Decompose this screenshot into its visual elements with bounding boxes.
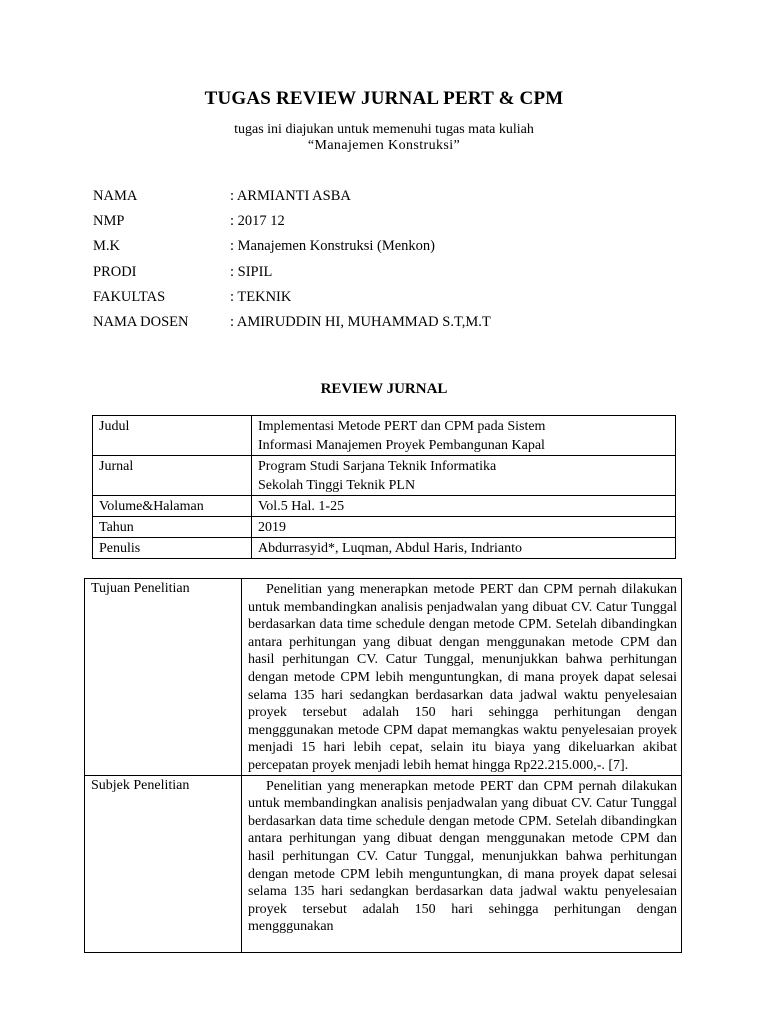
value-line: Program Studi Sarjana Teknik Informatika <box>258 459 497 474</box>
value-line: Sekolah Tinggi Teknik PLN <box>258 478 416 493</box>
table-row <box>85 579 682 776</box>
document-title: TUGAS REVIEW JURNAL PERT & CPM <box>204 88 564 109</box>
row-value: 2019 <box>252 517 676 538</box>
table-row <box>93 517 676 538</box>
identity-label: FAKULTAS <box>93 288 166 305</box>
row-label: Penulis <box>93 538 252 559</box>
identity-value: : SIPIL <box>230 263 273 280</box>
identity-value: : 2017 12 <box>230 213 285 230</box>
identity-row-prodi <box>93 262 693 287</box>
value-line: Informasi Manajemen Proyek Pembangunan Kapal <box>258 438 545 453</box>
identity-row-nmp <box>93 211 693 236</box>
table-row <box>93 416 676 456</box>
paragraph: Penelitian yang menerapkan metode PERT dan CPM pernah dilakukan untuk membandingkan analisis penjadwalan yang dibuat CV. Catur Tunggal berdasarkan data time schedule dengan metode CPM. Setelah dibandingkan antara perhitungan yang dibuat dengan menggunakan metode CPM dan hasil perhitungan CV. Catur Tunggal, menunjukkan bahwa perhitungan dengan metode CPM lebih menguntungkan, di mana proyek dapat selesai selama 135 hari sedangkan berdasarkan data jadwal waktu penyelesaian proyek tersebut adalah 150 hari sehingga perhitungan dengan mengggunakan <box>248 778 677 935</box>
identity-value: : Manajemen Konstruksi (Menkon) <box>230 238 435 255</box>
review-detail-table <box>84 578 682 953</box>
identity-value: : AMIRUDDIN HI, MUHAMMAD S.T,M.T <box>230 313 491 330</box>
identity-label: PRODI <box>93 263 137 280</box>
paragraph: Penelitian yang menerapkan metode PERT dan CPM pernah dilakukan untuk membandingkan analisis penjadwalan yang dibuat CV. Catur Tunggal berdasarkan data time schedule dengan metode CPM. Setelah dibandingkan antara perhitungan yang dibuat dengan menggunakan metode CPM dan hasil perhitungan CV. Catur Tunggal, menunjukkan bahwa perhitungan dengan metode CPM lebih menguntungkan, di mana proyek dapat selesai selama 135 hari sedangkan berdasarkan data jadwal waktu penyelesaian proyek tersebut adalah 150 hari sehingga perhitungan dengan mengggunakan metode CPM dapat memangkas waktu penyelesaian proyek menjadi 15 hari lebih cepat, selain itu biaya yang dikeluarkan akibat percepatan proyek menjadi lebih hemat hingga Rp22.215.000,-. [7]. <box>248 582 677 773</box>
identity-row-nama <box>93 186 693 211</box>
row-label: Subjek Penelitian <box>85 775 242 952</box>
row-text <box>242 579 682 776</box>
course-name: “Manajemen Konstruksi” <box>307 138 461 153</box>
row-label: Jurnal <box>93 456 252 496</box>
row-label: Tahun <box>93 517 252 538</box>
document-subtitle: tugas ini diajukan untuk memenuhi tugas mata kuliah <box>234 122 534 137</box>
identity-row-dosen <box>93 312 693 337</box>
row-value: Vol.5 Hal. 1-25 <box>252 496 676 517</box>
identity-label: NAMA <box>93 188 138 204</box>
row-text <box>242 775 682 952</box>
table-row <box>93 456 676 496</box>
identity-label: NAMA DOSEN <box>93 313 189 330</box>
paragraph-clip <box>248 778 677 952</box>
value-line: Implementasi Metode PERT dan CPM pada Sistem <box>258 419 546 434</box>
row-label: Judul <box>93 416 252 456</box>
identity-value: : ARMIANTI ASBA <box>230 188 351 204</box>
row-label: Volume&Halaman <box>93 496 252 517</box>
review-section-title: REVIEW JURNAL <box>320 381 448 397</box>
table-row <box>93 496 676 517</box>
table-row <box>93 538 676 559</box>
identity-row-mk <box>93 236 693 261</box>
identity-label: NMP <box>93 213 125 230</box>
row-label: Tujuan Penelitian <box>85 579 242 776</box>
row-value <box>252 456 676 496</box>
identity-label: M.K <box>93 238 120 255</box>
table-row <box>85 775 682 952</box>
row-value: Abdurrasyid*, Luqman, Abdul Haris, Indrianto <box>252 538 676 559</box>
identity-value: : TEKNIK <box>230 288 292 305</box>
identity-block <box>93 186 693 337</box>
row-value <box>252 416 676 456</box>
journal-info-table <box>92 415 676 559</box>
identity-row-fakultas <box>93 287 693 312</box>
